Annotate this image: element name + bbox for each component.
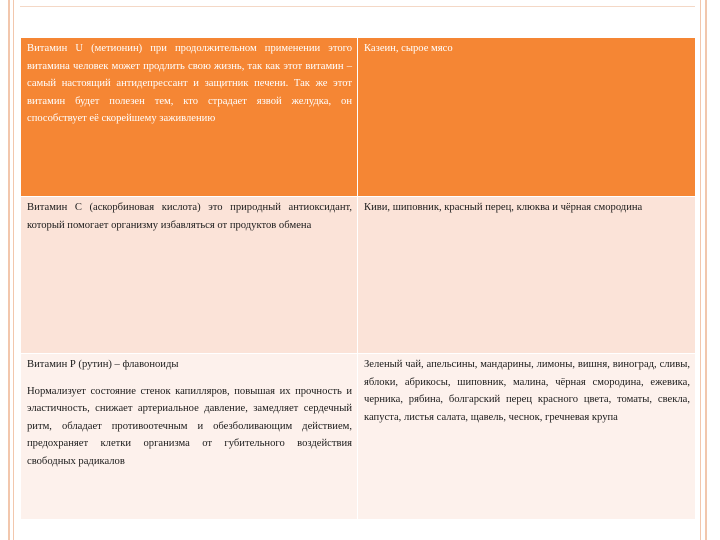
vitamin-description-cell — [21, 38, 358, 197]
vitamin-c-description: Витамин С (аскорбиновая кислота) это природный антиоксидант, который помогает организму избавляться от продуктов обмена — [27, 202, 352, 231]
table-row-vitamin-c — [21, 197, 696, 354]
slide-border-right — [705, 0, 707, 540]
vitamin-p-sources: Зеленый чай, апельсины, мандарины, лимоны, вишня, виноград, сливы, яблоки, абрикосы, шиповник, малина, чёрная смородина, ежевика, черника, рябина, болгарский перец красного цвета, томаты, свекла, капуста, листья салата, щавель, чеснок, гречневая крупа — [364, 359, 690, 423]
vitamin-description-cell — [21, 197, 358, 354]
slide-top-line — [20, 6, 695, 7]
slide-border-right-inner — [700, 0, 701, 540]
vitamin-table — [20, 37, 696, 520]
vitamin-p-title: Витамин Р (рутин) – флавоноиды — [27, 359, 179, 370]
food-sources-cell — [358, 354, 696, 520]
vitamin-c-sources: Киви, шиповник, красный перец, клюква и чёрная смородина — [364, 202, 643, 213]
table-row-vitamin-p — [21, 354, 696, 520]
vitamin-p-description: Нормализует состояние стенок капилляров, повышая их прочность и эластичность, снижает артериальное давление, замедляет сердечный ритм, обладает противоотечным и обезболивающим действием, предохраняет клетки организма от губительного воздействия свободных радикалов — [27, 385, 352, 467]
vitamin-u-description: Витамин U (метионин) при продолжительном применении этого витамина человек может продлить свою жизнь, так как этот витамин – самый настоящий антидепрессант и защитник печени. Так же этот витамин будет полезен тем, кто страдает язвой желудка, он способствует её скорейшему заживлению — [27, 43, 352, 124]
food-sources-cell — [358, 197, 696, 354]
vitamin-description-cell — [21, 354, 358, 520]
slide-border-left — [8, 0, 10, 540]
table-row-vitamin-u — [21, 38, 696, 197]
food-sources-cell — [358, 38, 696, 197]
vitamin-u-sources: Казеин, сырое мясо — [364, 43, 453, 54]
slide-bottom-band — [20, 520, 695, 540]
slide-border-left-inner — [13, 0, 14, 540]
